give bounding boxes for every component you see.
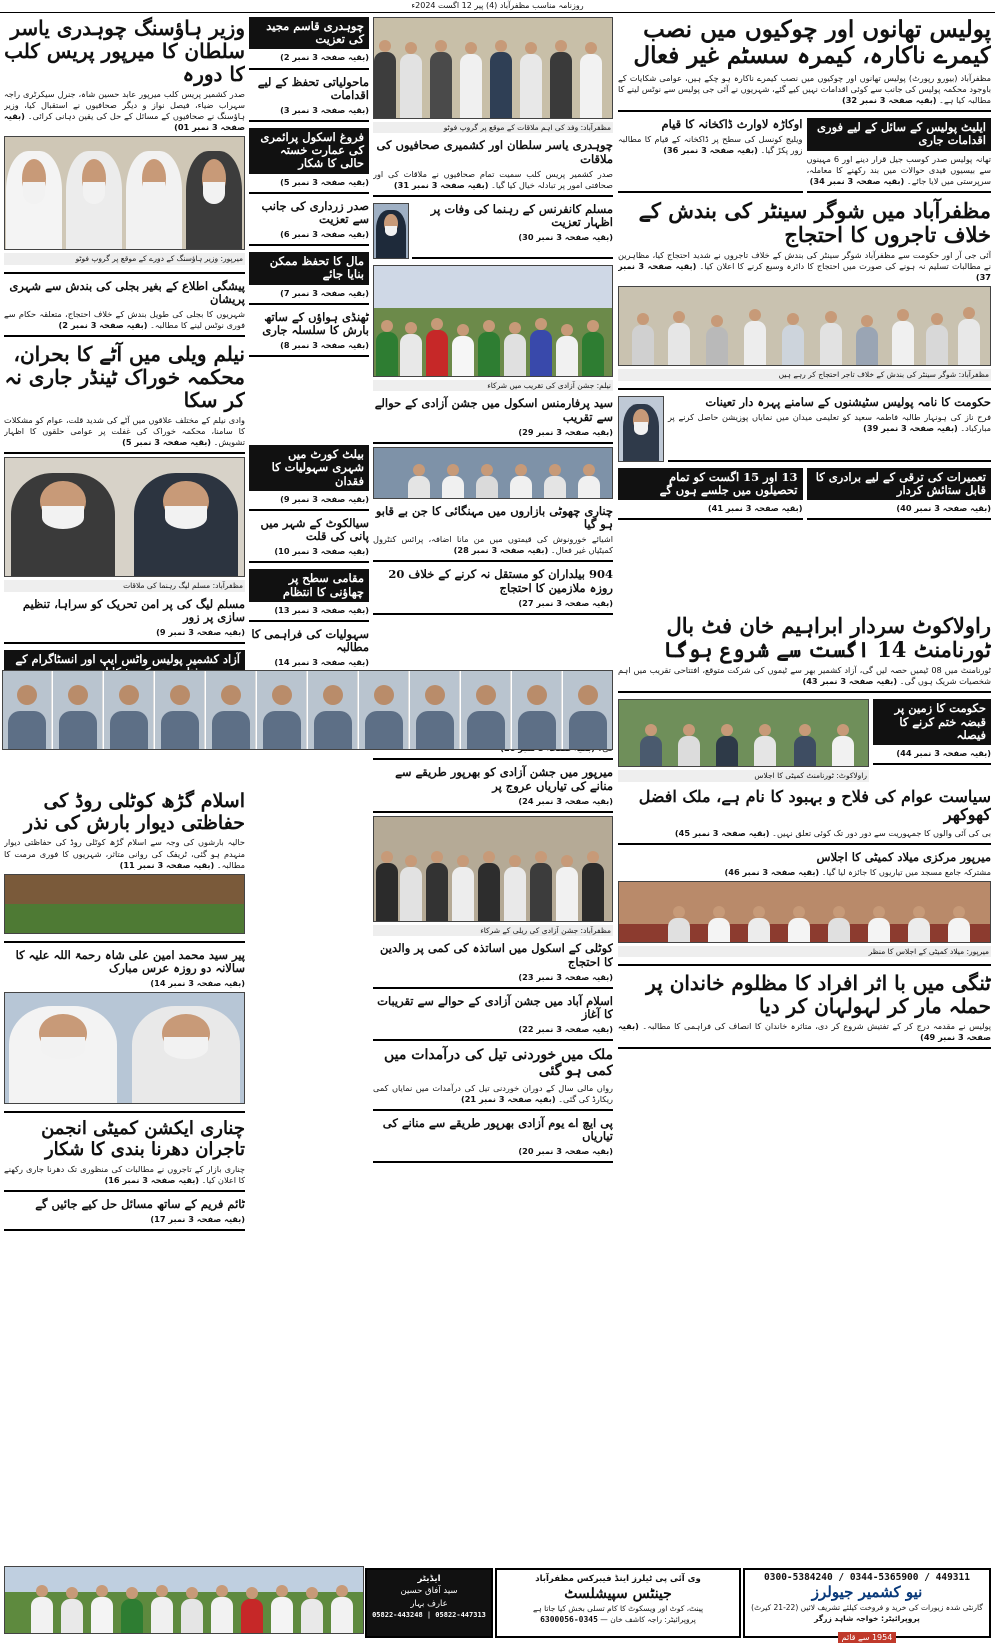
headline: میرپور مرکزی میلاد کمیٹی کا اجلاس [816,849,991,864]
lead-story-police-cameras [618,14,991,112]
story-condolence: مسلم کانفرنس کے رہنما کی وفات پر اظہار تعزیت (بقیہ صفحہ 3 نمبر 30) [412,200,613,259]
headline: ایلیٹ پولیس کے سائل کے لیے فوری اقدامات جاری [807,118,992,150]
portraits-strip [2,670,613,750]
story-kokhar: سیاست عوام کی فلاح و بہبود کا نام ہے، ملک افضل کھوکھر بی کی آئی والوں کا جمہوریت سے دور دور تک کوئی تعلق نہیں۔ (بقیہ صفحہ 3 نمبر 45) [618,785,991,845]
photo-strip-spacer [249,360,369,442]
headline: وزیر ہاؤسنگ چوہدری یاسر سلطان کا میرپور پریس کلب کا دورہ [4,16,245,86]
story-urs: پیر سید محمد امین علی شاہ رحمۃ اللہ علیہ کا سالانہ دو روزہ عرس مبارک (بقیہ صفحہ 3 نمبر 14) [4,946,245,1114]
headline: 13 اور 15 اگست کو تمام تحصیلوں میں جلسے ہوں گے [618,468,803,500]
headline: اسلام گڑھ کوٹلی روڈ کی حفاظتی دیوار بارش کی نذر [23,789,245,834]
brief-3: صدر زرداری کی جانب سے تعزیت (بقیہ صفحہ 3 نمبر 6) [249,197,369,247]
photo-caption: میرپور: میلاد کمیٹی کے اجلاس کا منظر [618,946,991,957]
headline: سیاست عوام کی فلاح و بہبود کا نام ہے، ملک افضل کھوکھر [638,786,991,825]
column-right [618,14,991,1566]
bottom-ads-row [4,1566,991,1642]
ad-title: نیو کشمیر جیولرز [811,1583,923,1601]
photo-caption: مظفرآباد: شوگر سینٹر کی بندش کے خلاف تاجر احتجاج کر رہے ہیں [618,369,991,380]
headline: آزاد کشمیر پولیس واٹس ایپ اور انسٹاگرام کے [4,650,245,682]
story-row [618,696,991,784]
headline: نیلم ویلی میں آٹے کا بحران، محکمہ خوراک ٹینڈر جاری نہ کر سکا [4,342,245,413]
ad-tailors: وی آئی پی ٹیلرز اینڈ فیبرکس مظفرآباد جینٹس سپیشلسٹ پینٹ، کوٹ اور ویسکوٹ کا کام تسلی بخش کیا جاتا ہے پروپرائیٹر: راجہ کاشف خان — 0345-6300056 [495,1568,741,1638]
headline: حکومت کا زمین پر قبضہ ختم کرنے کا فیصلہ [873,699,991,745]
photo-caption: مظفرآباد: جشن آزادی کی ریلی کے شرکاء [373,925,613,936]
story-road-wall: اسلام گڑھ کوٹلی روڈ کی حفاظتی دیوار بارش کی نذر حالیہ بارشوں کی وجہ سے اسلام گڑھ کوٹلی روڈ کی حفاظتی دیوار منہدم ہو گئی، ٹریفک کی روانی متاثر، شہریوں کا فوری مرمت کا مطالبہ۔ (بقیہ صفحہ 3 نمبر 11) [4,788,245,943]
story-press-meeting: چوہدری یاسر سلطان اور کشمیری صحافیوں کی ملاقات صدر کشمیر پریس کلب سمیت تمام صحافیوں نے ملاقات کی اور صحافتی امور پر تبادلہ خیال کیا گیا۔ (بقیہ صفحہ 3 نمبر 31) [373,136,613,197]
story-trader-protest: مظفرآباد میں شوگر سینٹر کی بندش کے خلاف تاجروں کا احتجاج آئی جی آر اور حکومت سے مظفرآباد شوگر سینٹر کی بندش کے خلاف تاجروں نے شدید احتجاج کیا، مظاہرین نے مطالبات تسلیم نہ ہونے کی صورت میں احتجاج کا دائرہ وسیع کرنے کا اعلان کیا۔ (بقیہ صفحہ 3 نمبر 37) مظفرآباد: شوگر سینٹر کی بندش کے خلاف تاجر احتجاج کر رہے ہیں [618,196,991,390]
story-govt: حکومت کا نامہ پولیس سٹیشنوں کے سامنے پہرہ دار تعینات فرح ناز کی ہونہار طالبہ فاطمہ سعید کو تعلیمی میدان میں نمایاں پوزیشن حاصل کرنے پر مبارکباد۔ (بقیہ صفحہ 3 نمبر 39) [668,393,991,462]
portrait-photo [618,396,664,462]
headline: میرپور میں جشن آزادی کو بھرپور طریقے سے منانے کی تیاریاں عروج پر [395,765,613,793]
brief-8: مقامی سطح پر چھاؤنی کا انتظام (بقیہ صفحہ 3 نمبر 13) [249,566,369,622]
brief-0: چوہدری قاسم مجید کی تعزیت (بقیہ صفحہ 3 نمبر 2) [249,14,369,70]
elders-photo [4,992,245,1104]
headline: پیشگی اطلاع کے بغیر بجلی کی بندش سے شہری پریشان [9,278,245,306]
brief-4: مال کا تحفظ ممکن بنایا جائے (بقیہ صفحہ 3 نمبر 7) [249,249,369,305]
headline: تعمیرات کی ترقی کے لیے برادری کا قابل ستائش کردار [807,468,992,500]
story-row [618,465,991,524]
bottom-group-photo [4,1566,364,1634]
since-badge: 1954 سے قائم [838,1632,897,1643]
meeting-photo [618,881,991,943]
headline: سید پرفارمنس اسکول میں جشن آزادی کے حوالے سے تقریب [374,396,613,424]
headline: چناری چھوٹی بازاروں میں مہنگائی کا جن بے قابو ہو گیا [375,503,613,532]
story-mirpur-independence: میرپور میں جشن آزادی کو بھرپور طریقے سے منانے کی تیاریاں عروج پر (بقیہ صفحہ 3 نمبر 24) [373,763,613,813]
story-school-event: سید پرفارمنس اسکول میں جشن آزادی کے حوالے سے تقریب (بقیہ صفحہ 3 نمبر 29) [373,394,613,444]
brief-7: سیالکوٹ کے شہر میں پانی کی قلت (بقیہ صفحہ 3 نمبر 10) [249,514,369,564]
headline: کوٹلی کے اسکول میں اساتذہ کی کمی پر والدین کا احتجاج [380,941,613,969]
portrait-photo [373,203,409,259]
story-football: راولاکوٹ سردار ابراہیم خان فٹ بال ٹورنامنٹ 14 اگست سے شروع ہوگا ٹورنامنٹ میں 08 ٹیمیں حصہ لیں گی، آزاد کشمیر بھر سے ٹیموں کی شرکت متوقع، افتتاحی تقریب میں اہم شخصیات شریک ہوں گی۔ (بقیہ صفحہ 3 نمبر 43) [618,611,991,693]
tournament-meeting-photo [618,699,869,767]
story-meeting: میرپور مرکزی میلاد کمیٹی کا اجلاس مشترکہ جامع مسجد میں تیاریوں کا جائزہ لیا گیا۔ (بقیہ صفحہ 3 نمبر 46) میرپور: میلاد کمیٹی کے اجلاس کا منظر [618,848,991,967]
story-row [618,115,991,196]
photo-caption: راولاکوٹ: ٹورنامنٹ کمیٹی کا اجلاس [618,770,869,781]
ad-jewellers: 0300-5384240 / 0344-5365900 / 449311 نیو کشمیر جیولرز گارنٹی شدہ زیورات کی خرید و فروخت کیلئے تشریف لائیں (22-21 کیرٹ) پروپرائیٹر: خواجہ شاہد زرگر 1954 سے قائم [743,1568,991,1638]
photo-caption: مظفرآباد: مسلم لیگ رہنما کی ملاقات [4,580,245,591]
brief-6: بیلٹ کورٹ میں شہری سہولیات کا فقدان (بقیہ صفحہ 3 نمبر 9) [249,442,369,511]
headline: پی ایچ اے یوم آزادی بھرپور طریقے سے منانے کی تیاریاں [382,1115,613,1143]
photo-caption: نیلم: جشن آزادی کی تقریب میں شرکاء [373,380,613,391]
rally-photo [373,816,613,922]
story-side1: تعمیرات کی ترقی کے لیے برادری کا قابل ستائش کردار (بقیہ صفحہ 3 نمبر 40) [807,465,992,521]
headline: 904 بیلداران کو مستقل نہ کرنے کے خلاف 20 روزہ ملازمین کا احتجاج [388,567,613,595]
headline: مظفرآباد میں شوگر سینٹر کی بندش کے خلاف تاجروں کا احتجاج [638,197,991,247]
story-kotli-school: کوٹلی کے اسکول میں اساتذہ کی کمی پر والدین کا احتجاج (بقیہ صفحہ 3 نمبر 23) [373,939,613,989]
column-narrow [249,14,369,1566]
story-muslim-league: مسلم لیگ کی پر امن تحریک کو سراہا، تنظیم سازی پر زور (بقیہ صفحہ 3 نمبر 9) [4,595,245,645]
column-left [4,14,245,1566]
photo-caption: مظفرآباد: وفد کی اہم ملاقات کے موقع پر گروپ فوٹو [373,122,613,133]
headline: ٹنگی میں با اثر افراد کا مظلوم خاندان پر حملہ مار کر لہولہان کر دیا [646,971,991,1019]
two-men-photo [4,457,245,577]
story-edible-oil: ملک میں خوردنی تیل کی درآمدات میں کمی ہو گئی رواں مالی سال کے دوران خوردنی تیل کی درآمدات میں نمایاں کمی ریکارڈ کی گئی۔ (بقیہ صفحہ 3 نمبر 21) [373,1044,613,1110]
headline: مسلم لیگ کی پر امن تحریک کو سراہا، تنظیم سازی پر زور [22,596,245,624]
story-post-office: اوکاڑہ لاوارث ڈاکخانہ کا قیام ویلیج کونسل کی سطح پر ڈاکخانہ کے قیام کا مطالبہ زور پکڑ گیا۔ (بقیہ صفحہ 3 نمبر 36) [618,115,803,193]
meeting-hall-photo [373,447,613,499]
photo-strip-spacer [618,523,991,611]
story-body: مظفرآباد (بیورو رپورٹ) پولیس تھانوں اور چوکیوں میں نصب کیمرے ناکارہ ہو چکے ہیں، عوامی شکایات کے باوجود محکمہ پولیس کی جانب سے کوئی اقدامات نہیں کیے گئے، شہریوں نے آئی جی پولیس سے نوٹس لینے کا مطالبہ کیا ہے۔ (بقیہ صفحہ 3 نمبر 32) [618,72,991,105]
headline: ملک میں خوردنی تیل کی درآمدات میں کمی ہو گئی [384,1047,613,1080]
headline: پیر سید محمد امین علی شاہ رحمۃ اللہ علیہ کا سالانہ دو روزہ عرس مبارک [15,947,245,975]
story-side2: 13 اور 15 اگست کو تمام تحصیلوں میں جلسے ہوں گے (بقیہ صفحہ 3 نمبر 41) [618,465,803,521]
story-inflation: چناری چھوٹی بازاروں میں مہنگائی کا جن بے قابو ہو گیا اشیائے خورونوش کی قیمتوں میں من مانا اضافہ، پرائس کنٹرول کمیٹیاں غیر فعال۔ (بقیہ صفحہ 3 نمبر 28) [373,502,613,563]
photo-caption: میرپور: وزیر ہاؤسنگ کے دورے کے موقع پر گروپ فوٹو [4,253,245,264]
story-flour-crisis: نیلم ویلی میں آٹے کا بحران، محکمہ خوراک ٹینڈر جاری نہ کر سکا وادی نیلم کے مختلف علاقوں میں آٹے کی شدید قلت، عوام کو مشکلات کا سامنا، محکمہ خوراک کی غفلت پر عوامی حلقوں کا اظہار تشویش۔ (بقیہ صفحہ 3 نمبر 5) [4,340,245,454]
story-islamabad: اسلام آباد میں جشن آزادی کے حوالے سے تقریبات کا آغاز (بقیہ صفحہ 3 نمبر 22) [373,992,613,1042]
story-pha: پی ایچ اے یوم آزادی بھرپور طریقے سے منانے کی تیاریاں (بقیہ صفحہ 3 نمبر 20) [373,1114,613,1164]
story-row [618,393,991,465]
story-workers-protest: 904 بیلداران کو مستقل نہ کرنے کے خلاف 20 روزہ ملازمین کا احتجاج (بقیہ صفحہ 3 نمبر 27) [373,565,613,615]
story-power-outage: پیشگی اطلاع کے بغیر بجلی کی بندش سے شہری پریشان شہریوں کا بجلی کی طویل بندش کے خلاف احتجاج، متعلقہ حکام سے فوری نوٹس لینے کا مطالبہ۔ (بقیہ صفحہ 3 نمبر 2) [4,277,245,338]
headline: ٹائم فریم کے ساتھ مسائل حل کیے جائیں گے [35,1196,245,1211]
story-chinari-traders: چناری ایکشن کمیٹی انجمن تاجران دھرنا بندی کا شکار چناری بازار کے تاجروں نے مطالبات کی منظوری تک دھرنا جاری رکھنے کا اعلان کیا۔ (بقیہ صفحہ 3 نمبر 16) [4,1116,245,1192]
brief-5: ٹھنڈی ہواؤں کے ساتھ بارش کا سلسلہ جاری (بقیہ صفحہ 3 نمبر 8) [249,308,369,358]
brief-2: فروغ اسکول پرائمری کی عمارت خستہ حالی کا شکار (بقیہ صفحہ 3 نمبر 5) [249,125,369,194]
headline: پولیس تھانوں اور چوکیوں میں نصب کیمرے ناکارہ، کیمرہ سسٹم غیر فعال [633,16,991,70]
headline: حکومت کا نامہ پولیس سٹیشنوں کے سامنے پہرہ دار تعینات [705,394,991,409]
headline: چناری ایکشن کمیٹی انجمن تاجران دھرنا بندی کا شکار [41,1118,245,1160]
story-elite-police: ایلیٹ پولیس کے سائل کے لیے فوری اقدامات جاری تھانہ پولیس صدر کوسب جیل قرار دینے اور 6 مہینوں سے بیسیوں قیدی حوالات میں بند رکھنے کا معاملہ، سرپرستی میں لایا جائے۔ (بقیہ صفحہ 3 نمبر 34) [807,115,992,193]
protest-photo [618,286,991,366]
headline: راولاکوٹ سردار ابراہیم خان فٹ بال ٹورنامنٹ 14 اگست سے شروع ہوگا [663,613,991,663]
headline: اوکاڑہ لاوارث ڈاکخانہ کا قیام [661,117,803,132]
headline: مسلم کانفرنس کے رہنما کی وفات پر اظہار تعزیت [430,201,613,230]
masthead-line: روزنامہ مناسب مظفرآباد (4) پیر 12 اگست 2024ء [0,0,995,13]
brief-1: ماحولیاتی تحفظ کے لیے اقدامات (بقیہ صفحہ 3 نمبر 3) [249,73,369,123]
celebration-photo [373,265,613,377]
story-attack: ٹنگی میں با اثر افراد کا مظلوم خاندان پر حملہ مار کر لہولہان کر دیا پولیس نے مقدمہ درج کر کے تفتیش شروع کر دی، متاثرہ خاندان کا انصاف کی فراہمی کا مطالبہ۔ (بقیہ صفحہ 3 نمبر 49) [618,969,991,1049]
column-center-right [373,14,613,1566]
headline: اسلام آباد میں جشن آزادی کے حوالے سے تقریبات کا آغاز [377,993,613,1022]
group-photo-top [373,17,613,119]
visit-photo [4,136,245,250]
headline: چوہدری یاسر سلطان اور کشمیری صحافیوں کی ملاقات [376,138,613,166]
collapsed-wall-photo [4,874,245,934]
editor-box: ایڈیٹر سید آفاق حسین عارف بہار 05822-443248 | 05822-447313 [365,1568,493,1638]
story-time-frame: ٹائم فریم کے ساتھ مسائل حل کیے جائیں گے (بقیہ صفحہ 3 نمبر 17) [4,1195,245,1231]
story-land: حکومت کا زمین پر قبضہ ختم کرنے کا فیصلہ (بقیہ صفحہ 3 نمبر 44) [873,696,991,765]
brief-9: سہولیات کی فراہمی کا مطالبہ (بقیہ صفحہ 3 نمبر 14) [249,625,369,675]
lead-story-housing-minister: وزیر ہاؤسنگ چوہدری یاسر سلطان کا میرپور پریس کلب کا دورہ صدر کشمیر پریس کلب میرپور عابد حسین شاہ، جنرل سیکرٹری راجہ سہراب ضیاء، فیصل نواز و دیگر صحافیوں نے استقبال کیا، وزیر ہاؤسنگ نے صحافیوں کے مسائل کے حل کی یقین دہانی کرائی۔ (بقیہ صفحہ 3 نمبر 01) میرپور: وزیر ہاؤسنگ کے دورے کے موقع پر گروپ فوٹو [4,14,245,274]
